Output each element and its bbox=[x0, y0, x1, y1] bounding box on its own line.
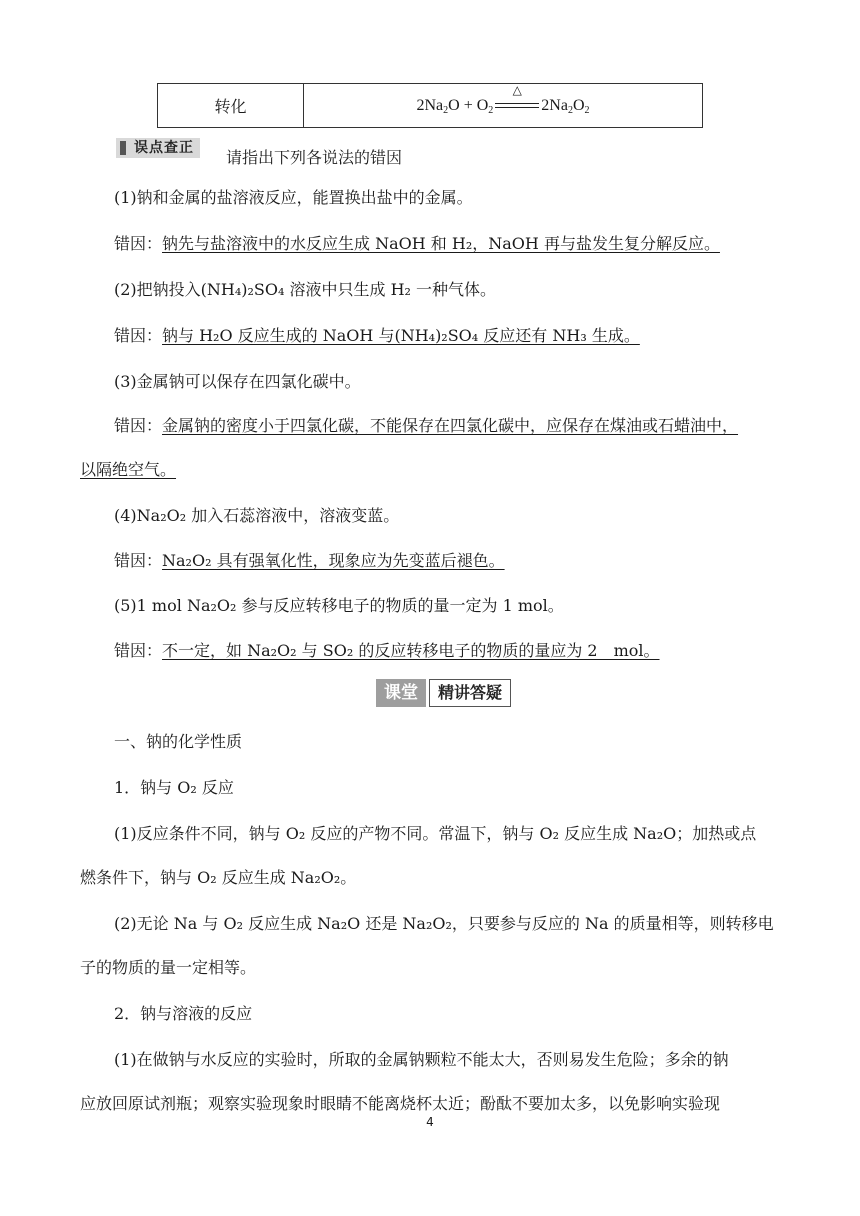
paragraph-2-cont: 子的物质的量一定相等。 bbox=[80, 958, 257, 977]
section-heading: 一、钠的化学性质 bbox=[114, 732, 243, 751]
table-label: 转化 bbox=[158, 84, 304, 128]
reaction-equation: $2Na_2O + O_2$ △ $2Na_2O_2$ bbox=[304, 84, 703, 128]
answer-2: 错因：钠与 H₂O 反应生成的 NaOH 与(NH₄)₂SO₄ 反应还有 NH₃ 生成。 bbox=[114, 326, 640, 345]
paragraph-1: (1)反应条件不同，钠与 O₂ 反应的产物不同。常温下，钠与 O₂ 反应生成 Na₂O；加热或点 bbox=[114, 824, 757, 843]
conversion-table bbox=[157, 83, 703, 128]
answer-4: 错因：Na₂O₂ 具有强氧化性，现象应为先变蓝后褪色。 bbox=[114, 551, 505, 570]
paragraph-3: (1)在做钠与水反应的实验时，所取的金属钠颗粒不能太大，否则易发生危险；多余的钠 bbox=[114, 1050, 729, 1069]
question-2: (2)把钠投入(NH₄)₂SO₄ 溶液中只生成 H₂ 一种气体。 bbox=[114, 280, 497, 299]
page-number: 4 bbox=[426, 1115, 434, 1129]
subsection-heading-2: 2．钠与溶液的反应 bbox=[114, 1004, 253, 1023]
question-5: (5)1 mol Na₂O₂ 参与反应转移电子的物质的量一定为 1 mol。 bbox=[114, 596, 564, 615]
question-1: (1)钠和金属的盐溶液反应，能置换出盐中的金属。 bbox=[114, 188, 473, 207]
subsection-heading-1: 1．钠与 O₂ 反应 bbox=[114, 778, 234, 797]
table-row bbox=[158, 84, 703, 128]
paragraph-3-cont: 应放回原试剂瓶；观察实验现象时眼睛不能离烧杯太近；酚酞不要加太多，以免影响实验现 bbox=[80, 1094, 721, 1113]
error-check-badge: 误点查正 bbox=[116, 138, 200, 158]
heat-condition: △ bbox=[512, 82, 522, 97]
question-3: (3)金属钠可以保存在四氯化碳中。 bbox=[114, 372, 361, 391]
answer-1: 错因：钠先与盐溶液中的水反应生成 NaOH 和 H₂，NaOH 再与盐发生复分解反应。 bbox=[114, 234, 720, 253]
answer-3-cont: 以隔绝空气。 bbox=[80, 460, 177, 479]
classroom-title: 精讲答疑 bbox=[429, 679, 511, 707]
question-4: (4)Na₂O₂ 加入石蕊溶液中，溶液变蓝。 bbox=[114, 506, 400, 525]
badge-instruction: 请指出下列各说法的错因 bbox=[226, 148, 403, 167]
paragraph-1-cont: 燃条件下，钠与 O₂ 反应生成 Na₂O₂。 bbox=[80, 868, 357, 887]
paragraph-2: (2)无论 Na 与 O₂ 反应生成 Na₂O 还是 Na₂O₂，只要参与反应的 Na 的质量相等，则转移电 bbox=[114, 914, 774, 933]
answer-5: 错因：不一定，如 Na₂O₂ 与 SO₂ 的反应转移电子的物质的量应为 2 mol。 bbox=[114, 641, 660, 660]
heat-arrow bbox=[495, 82, 539, 113]
classroom-label: 课堂 bbox=[376, 679, 426, 707]
classroom-banner bbox=[376, 679, 511, 707]
answer-3: 错因：金属钠的密度小于四氯化碳，不能保存在四氯化碳中，应保存在煤油或石蜡油中， bbox=[114, 416, 739, 435]
